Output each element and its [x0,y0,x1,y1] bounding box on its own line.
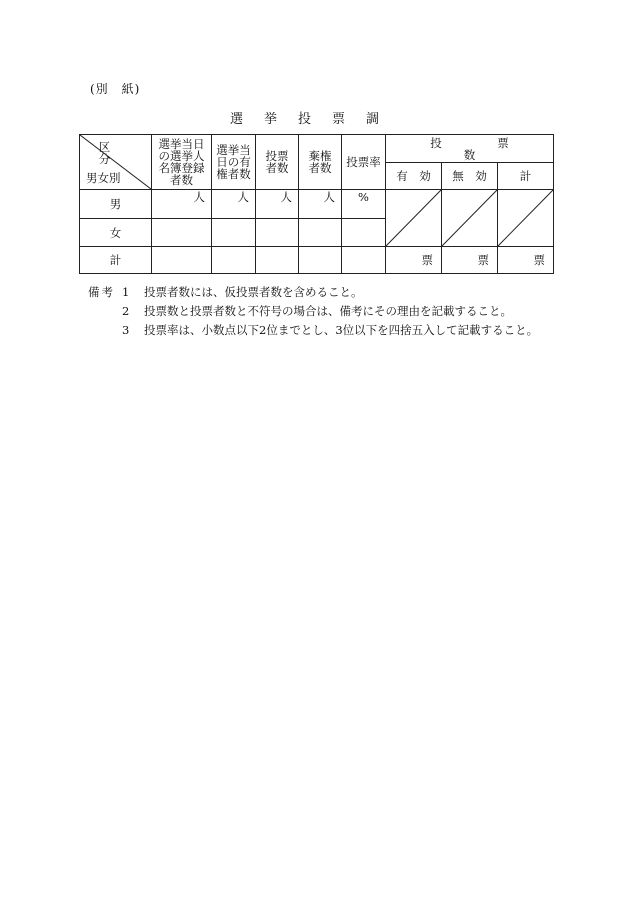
attachment-label: (別 紙) [90,82,141,96]
cell-unit-percent: % [342,190,386,219]
invalid-votes-header: 無 効 [442,163,498,190]
voters-count-header: 投票 者数 [256,135,299,190]
empty-cell [212,219,256,247]
slash-line [498,190,553,246]
total-votes-slashed-cell [498,190,554,247]
empty-cell [342,247,386,274]
row-label-female: 女 [80,219,152,247]
note-text: 投票率は、小数点以下2位までとし、3位以下を四捨五入して記載すること。 [144,323,539,337]
cell-unit-vote: 票 [442,247,498,274]
invalid-votes-slashed-cell [442,190,498,247]
note-item [88,283,538,302]
abstainers-header: 棄権 者数 [299,135,342,190]
note-number: 3 [122,323,130,337]
table-row-total [80,247,554,274]
eligible-voters-header: 選挙当 日の有 権者数 [212,135,256,190]
slash-line [386,190,441,246]
note-text: 投票者数には、仮投票者数を含めること。 [144,285,363,299]
cell-unit-person: 人 [152,190,212,219]
empty-cell [342,219,386,247]
row-label-total: 計 [80,247,152,274]
empty-cell [299,247,342,274]
sex-category-label: 男女別 [86,171,121,185]
kubun-label: 区 分 [98,140,142,166]
cell-unit-vote: 票 [498,247,554,274]
note-number: 2 [122,304,130,318]
empty-cell [299,219,342,247]
total-votes-header: 計 [498,163,554,190]
notes-lead-label: 備考 [88,285,115,299]
slash-line [442,190,497,246]
cell-unit-person: 人 [299,190,342,219]
row-label-male: 男 [80,190,152,219]
valid-votes-header: 有 効 [386,163,442,190]
empty-cell [256,247,299,274]
note-item [88,302,538,321]
table-row-male [80,190,554,219]
registered-voters-header: 選挙当日 の選挙人 名簿登録 者数 [152,135,212,190]
empty-cell [256,219,299,247]
votes-group-header: 投 票 数 [386,135,554,163]
note-item [88,321,538,340]
empty-cell [212,247,256,274]
cell-unit-vote: 票 [386,247,442,274]
empty-cell [152,219,212,247]
notes-section [88,283,538,340]
empty-cell [152,247,212,274]
vote-survey-table [79,134,565,274]
note-text: 投票数と投票者数と不符号の場合は、備考にその理由を記載すること。 [144,304,512,318]
turnout-rate-header: 投票率 [342,135,386,190]
cell-unit-person: 人 [256,190,299,219]
valid-votes-slashed-cell [386,190,442,247]
cell-unit-person: 人 [212,190,256,219]
category-header-cell [80,135,152,190]
note-number: 1 [122,285,130,299]
document-title: 選挙投票調 [230,112,401,127]
